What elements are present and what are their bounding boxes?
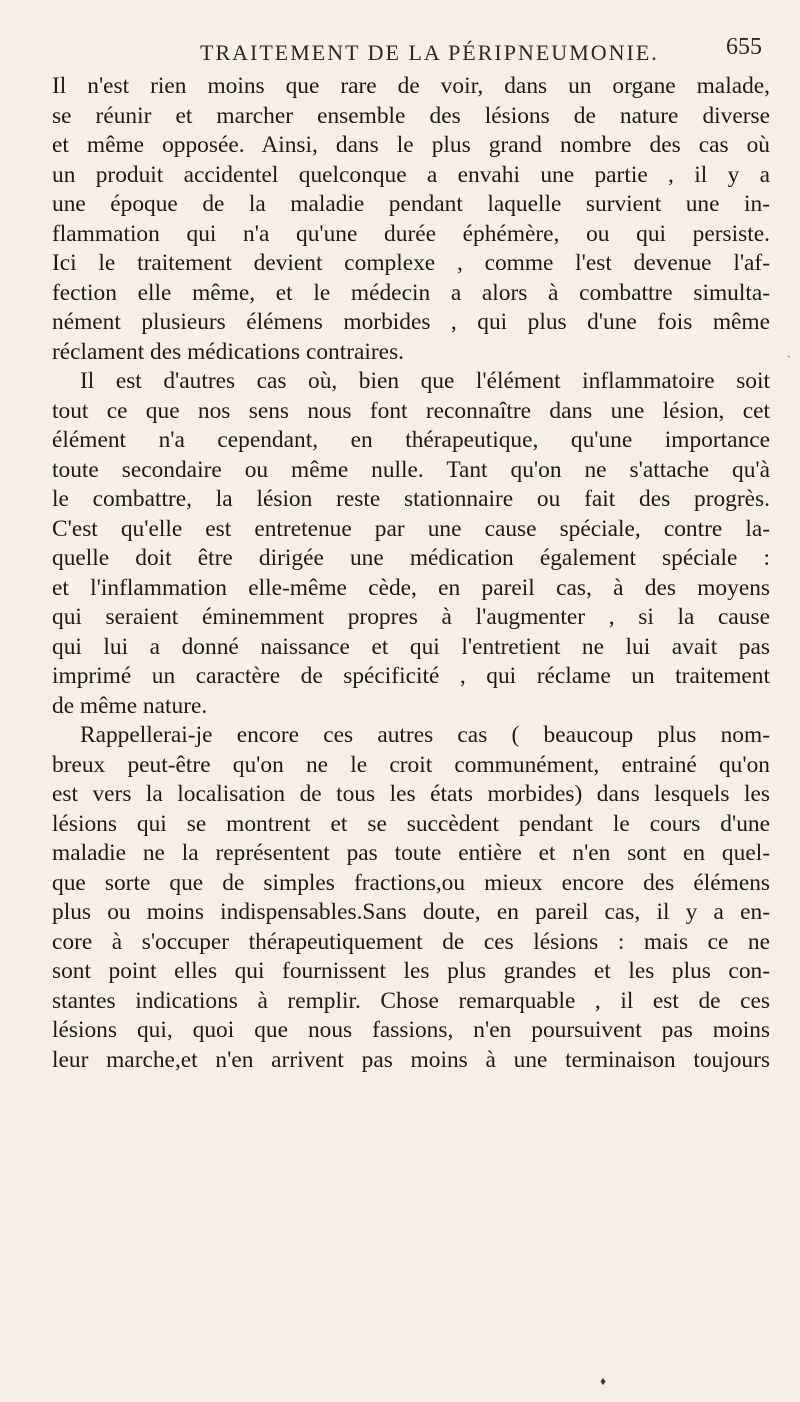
- text-line: un produit accidentel quelconque a envahi une partie , il y a: [52, 161, 770, 188]
- text-line: lésions qui, quoi que nous fassions, n'en poursuivent pas moins: [52, 1017, 770, 1043]
- text-line: se réunir et marcher ensemble des lésions de nature diverse: [52, 102, 770, 129]
- text-line: qui lui a donné naissance et qui l'entretient ne lui avait pas: [52, 633, 770, 660]
- text-line: imprimé un caractère de spécificité , qui réclame un traitement: [52, 663, 770, 689]
- text-line: stantes indications à remplir. Chose remarquable , il est de ces: [52, 987, 770, 1014]
- text-line: core à s'occuper thérapeutiquement de ces lésions : mais ce ne: [52, 928, 770, 955]
- text-line: une époque de la maladie pendant laquelle survient une in-: [52, 191, 770, 217]
- text-line: maladie ne la représentent pas toute entière et n'en sont en quel-: [52, 840, 770, 866]
- page-number: 655: [726, 34, 762, 60]
- text-line: breux peut-être qu'on ne le croit communément, entrainé qu'on: [52, 751, 770, 778]
- text-line: et même opposée. Ainsi, dans le plus grand nombre des cas où: [52, 132, 770, 158]
- text-line: C'est qu'elle est entretenue par une cause spéciale, contre la-: [52, 515, 770, 542]
- text-line: et l'inflammation elle-même cède, en pareil cas, à des moyens: [52, 574, 770, 601]
- paragraph: [52, 72, 770, 367]
- text-line: sont point elles qui fournissent les plus grandes et les plus con-: [52, 958, 770, 984]
- text-line: plus ou moins indispensables.Sans doute, en pareil cas, il y a en-: [52, 899, 770, 925]
- text-line: toute secondaire ou même nulle. Tant qu'on ne s'attache qu'à: [52, 456, 770, 483]
- text-line: nément plusieurs élémens morbides , qui plus d'une fois même: [52, 309, 770, 335]
- text-line: est vers la localisation de tous les états morbides) dans lesquels les: [52, 781, 770, 807]
- body-text: [52, 72, 770, 1075]
- paragraph: [52, 367, 770, 721]
- text-line: quelle doit être dirigée une médication également spéciale :: [52, 545, 770, 571]
- paragraph: [52, 721, 770, 1075]
- text-line: Il n'est rien moins que rare de voir, dans un organe malade,: [52, 73, 770, 99]
- text-line: Ici le traitement devient complexe , comme l'est devenue l'af-: [52, 250, 770, 276]
- text-line: leur marche,et n'en arrivent pas moins à une terminaison toujours: [52, 1046, 770, 1073]
- footer-ornament: ♦: [600, 1374, 607, 1388]
- text-line: flammation qui n'a qu'une durée éphémère, ou qui persiste.: [52, 220, 770, 247]
- text-line: le combattre, la lésion reste stationnaire ou fait des progrès.: [52, 486, 770, 512]
- text-line: qui seraient éminemment propres à l'augmenter , si la cause: [52, 604, 770, 630]
- text-line: de même nature.: [52, 692, 208, 719]
- running-head: TRAITEMENT DE LA PÉRIPNEUMONIE.: [200, 40, 659, 65]
- text-line: que sorte que de simples fractions,ou mieux encore des élémens: [52, 869, 770, 896]
- text-line: élément n'a cependant, en thérapeutique, qu'une importance: [52, 427, 770, 453]
- text-line: Rappellerai-je encore ces autres cas ( beaucoup plus nom-: [80, 722, 770, 748]
- text-line: réclament des médications contraires.: [52, 338, 405, 365]
- margin-mark: `: [787, 353, 791, 367]
- text-line: Il est d'autres cas où, bien que l'élément inflammatoire soit: [80, 368, 770, 394]
- text-line: lésions qui se montrent et se succèdent pendant le cours d'une: [52, 810, 770, 837]
- text-line: tout ce que nos sens nous font reconnaître dans une lésion, cet: [52, 397, 770, 424]
- text-line: fection elle même, et le médecin a alors à combattre simulta-: [52, 279, 770, 306]
